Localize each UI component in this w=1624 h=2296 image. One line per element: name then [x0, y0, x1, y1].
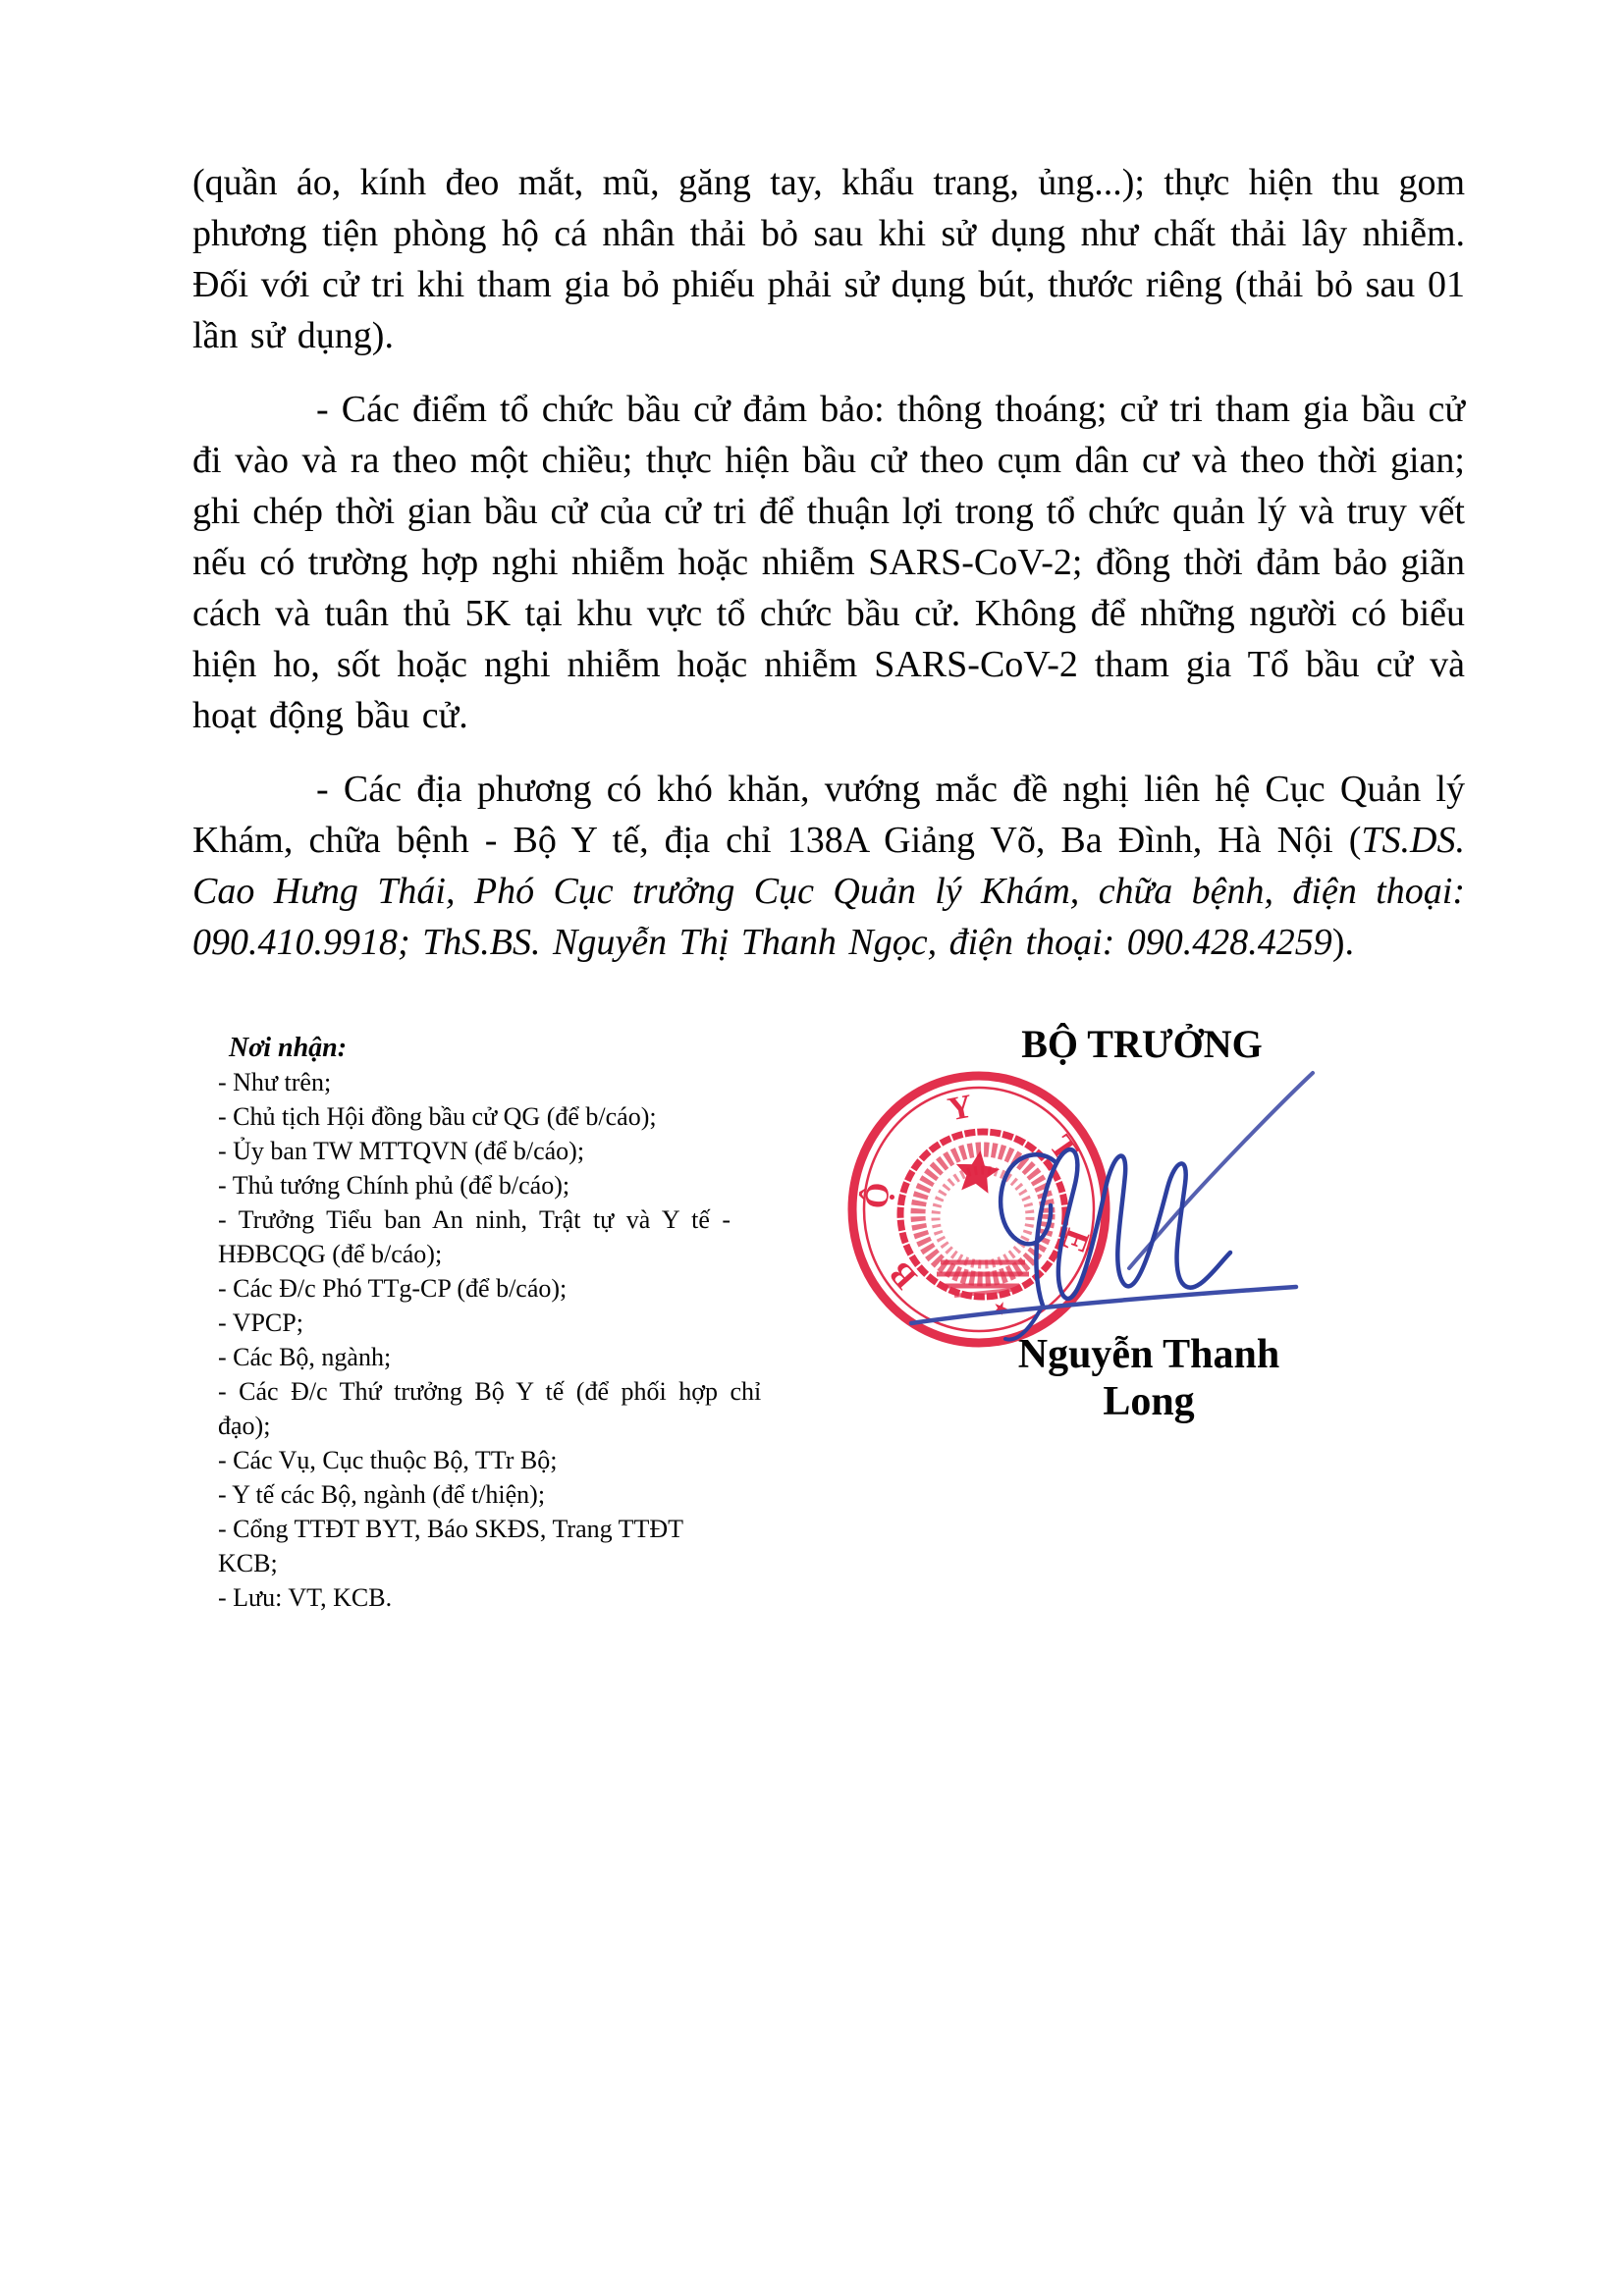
recipient-line: - Như trên;: [218, 1068, 332, 1096]
recipient-line: - Y tế các Bộ, ngành (để t/hiện);: [218, 1480, 546, 1509]
recipient-line: - Trưởng Tiểu ban An ninh, Trật tự và Y tế -: [218, 1205, 731, 1234]
document-body: [192, 157, 1465, 990]
signature-diagonal-stroke: [1129, 1073, 1313, 1268]
recipient-line: HĐBCQG (để b/cáo);: [218, 1240, 443, 1268]
seal-letter: Ế: [1054, 1224, 1097, 1257]
signature-underline: [911, 1287, 1296, 1323]
paragraph-continuation: (quần áo, kính đeo mắt, mũ, găng tay, khẩu trang, ủng...); thực hiện thu gom phương tiện phòng hộ cá nhân thải bỏ sau khi sử dụng như chất thải lây nhiễm. Đối với cử tri khi tham gia bỏ phiếu phải sử dụng bút, thước riêng (thải bỏ sau 01 lần sử dụng).: [192, 162, 1465, 356]
recipient-line: - Thủ tướng Chính phủ (để b/cáo);: [218, 1171, 570, 1200]
recipient-line: đạo);: [218, 1412, 271, 1440]
recipient-line: - Các Đ/c Thứ trưởng Bộ Y tế (để phối hợp chỉ: [218, 1377, 762, 1406]
recipient-line: - Ủy ban TW MTTQVN (để b/cáo);: [218, 1137, 585, 1165]
signer-name: Nguyễn Thanh Long: [1017, 1332, 1280, 1424]
paragraph-contact-italic: TS.DS. Cao Hưng Thái, Phó Cục trưởng Cục Quản lý Khám, chữa bệnh, điện thoại: 090.410.9918; ThS.BS. Nguyễn Thị Thanh Ngọc, điện thoại: 090.428.4259: [192, 820, 1465, 963]
recipient-line: KCB;: [218, 1549, 278, 1577]
seal-letter: B: [882, 1255, 925, 1296]
recipients-block: [218, 1031, 761, 1615]
seal-letter: Ộ: [858, 1180, 897, 1211]
recipient-line: - VPCP;: [218, 1308, 303, 1337]
seal-letter: Y: [945, 1088, 976, 1129]
recipient-line: - Các Bộ, ngành;: [218, 1343, 392, 1371]
recipient-line: - Lưu: VT, KCB.: [218, 1583, 393, 1612]
recipients-header: Nơi nhận:: [229, 1033, 348, 1063]
recipient-line: - Các Đ/c Phó TTg-CP (để b/cáo);: [218, 1274, 568, 1303]
paragraph-contact-close: ).: [1331, 922, 1354, 963]
signature-scribble: [1036, 1149, 1230, 1306]
signature-ink: [884, 1058, 1330, 1353]
recipient-line: - Chủ tịch Hội đồng bầu cử QG (để b/cáo);: [218, 1102, 657, 1131]
seal-star-mark: ★: [990, 1297, 1011, 1320]
seal-letter: T: [1042, 1129, 1085, 1168]
recipient-line: - Các Vụ, Cục thuộc Bộ, TTr Bộ;: [218, 1446, 558, 1474]
paragraph-election-points: - Các điểm tổ chức bầu cử đảm bảo: thông thoáng; cử tri tham gia bầu cử đi vào và ra theo một chiều; thực hiện bầu cử theo cụm dân cư và theo thời gian; ghi chép thời gian bầu cử của cử tri để thuận lợi trong tổ chức quản lý và truy vết nếu có trường hợp nghi nhiễm hoặc nhiễm SARS-CoV-2; đồng thời đảm bảo giãn cách và tuân thủ 5K tại khu vực tổ chức bầu cử. Không để những người có biểu hiện ho, sốt hoặc nghi nhiễm hoặc nhiễm SARS-CoV-2 tham gia Tổ bầu cử và hoạt động bầu cử.: [192, 389, 1465, 736]
paragraph-contact-info: [192, 764, 1465, 968]
recipient-line: - Cổng TTĐT BYT, Báo SKĐS, Trang TTĐT: [218, 1515, 684, 1543]
minister-title: BỘ TRƯỞNG: [1021, 1022, 1263, 1066]
paragraph-contact-regular: - Các địa phương có khó khăn, vướng mắc đề nghị liên hệ Cục Quản lý Khám, chữa bệnh - Bộ Y tế, địa chỉ 138A Giảng Võ, Ba Đình, Hà Nội (: [192, 769, 1465, 861]
